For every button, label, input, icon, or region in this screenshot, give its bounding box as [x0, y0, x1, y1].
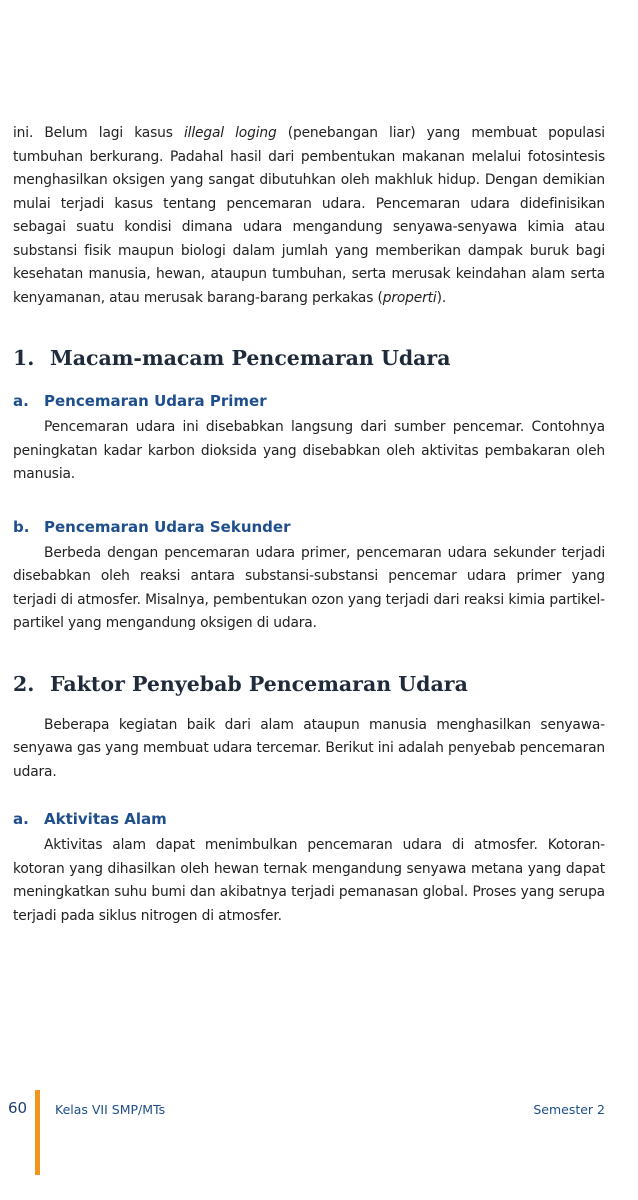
- section-2a-paragraph: Aktivitas alam dapat menimbulkan pencemaran udara di atmosfer. Kotoran-kotoran yang dihasilkan oleh hewan ternak mengandung senyawa metana yang dapat meningkatkan suhu bumi dan akibatnya terjadi pemanasan global. Proses yang serupa terjadi pada siklus nitrogen di atmosfer.: [13, 837, 605, 924]
- page-number: 60: [8, 1099, 28, 1117]
- section-1a-heading: [13, 392, 605, 410]
- section-1a-paragraph: Pencemaran udara ini disebabkan langsung dari sumber pencemar. Contohnya peningkatan kadar karbon dioksida yang disebabkan oleh aktivitas pembakaran oleh manusia.: [13, 419, 605, 482]
- section-1-number: 1.: [13, 346, 35, 370]
- section-1-title: Macam-macam Pencemaran Udara: [50, 346, 451, 370]
- intro-italic-properti: properti: [382, 289, 437, 306]
- footer-class-label: Kelas VII SMP/MTs: [55, 1102, 166, 1117]
- section-1b-heading: [13, 518, 605, 536]
- section-2a-heading: [13, 810, 605, 828]
- intro-paragraph: [13, 122, 605, 310]
- section-2-heading: [13, 672, 605, 696]
- section-1-heading: [13, 346, 605, 370]
- section-2-intro-paragraph: Beberapa kegiatan baik dari alam ataupun manusia menghasilkan senyawa-senyawa gas yang membuat udara tercemar. Berikut ini adalah penyebab pencemaran udara.: [13, 716, 605, 780]
- intro-italic-term: illegal loging: [183, 125, 277, 141]
- section-2a-number: a.: [13, 810, 29, 828]
- section-2a-title: Aktivitas Alam: [44, 810, 167, 828]
- section-1b-number: b.: [13, 517, 30, 536]
- intro-text-2: (penebangan liar) yang membuat populasi tumbuhan berkurang. Padahal hasil dari pembentukan makanan melalui fotosintesis menghasilkan oksigen yang sangat dibutuhkan oleh makhluk hidup. Dengan demikian mulai terjadi kasus tentang pencemaran udara. Pencemaran udara didefinisikan sebagai suatu kondisi dimana udara mengandung senyawa-senyawa kimia atau substansi fisik maupun biologi dalam jumlah yang memberikan dampak buruk bagi kesehatan manusia, hewan, ataupun tumbuhan, serta merusak keindahan alam serta kenyamanan, atau merusak barang-barang perkakas (: [13, 125, 605, 306]
- intro-text-3: ).: [436, 289, 447, 306]
- section-1b-title: Pencemaran Udara Sekunder: [44, 517, 291, 536]
- section-2-title: Faktor Penyebab Pencemaran Udara: [50, 671, 468, 696]
- footer-accent-bar: [35, 1090, 40, 1175]
- section-2-number: 2.: [13, 671, 35, 696]
- footer-semester-label: Semester 2: [533, 1102, 605, 1117]
- intro-text-1: ini. Belum lagi kasus: [13, 125, 184, 141]
- section-1a-number: a.: [13, 392, 29, 410]
- page-footer: [0, 1090, 638, 1200]
- page-content: [13, 122, 605, 928]
- section-1b-paragraph: Berbeda dengan pencemaran udara primer, pencemaran udara sekunder terjadi disebabkan oleh reaksi antara substansi-substansi pencemar udara primer yang terjadi di atmosfer. Misalnya, pembentukan ozon yang terjadi dari reaksi kimia partikel-partikel yang mengandung oksigen di udara.: [13, 544, 605, 631]
- section-1a-title: Pencemaran Udara Primer: [44, 392, 267, 410]
